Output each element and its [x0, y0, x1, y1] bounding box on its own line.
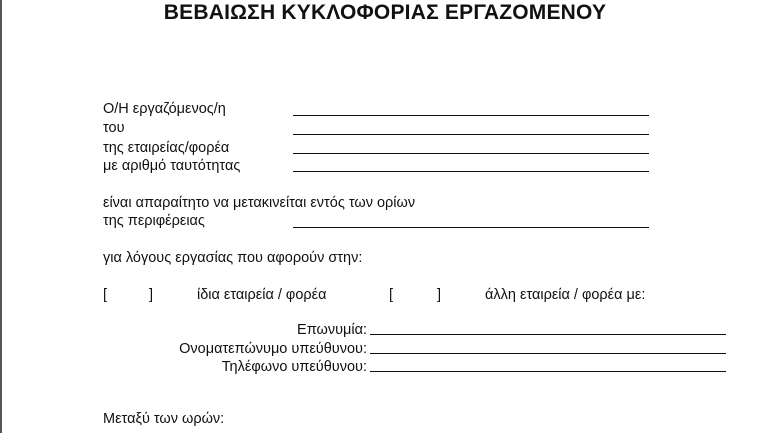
responsible-name-label: Ονοματεπώνυμο υπεύθυνου:: [179, 341, 367, 357]
responsible-name-line[interactable]: [370, 353, 726, 354]
hours-label: Μεταξύ των ωρών:: [103, 411, 225, 427]
same-company-checkbox-open[interactable]: [: [103, 287, 108, 303]
id-number-line[interactable]: [293, 171, 649, 172]
page-left-border: [0, 0, 2, 433]
company-name-label: Επωνυμία:: [297, 322, 367, 338]
company-label: της εταιρείας/φορέα: [103, 140, 230, 156]
id-number-label: με αριθμό ταυτότητας: [103, 158, 241, 174]
company-name-line[interactable]: [370, 334, 726, 335]
reason-text: για λόγους εργασίας που αφορούν στην:: [103, 250, 363, 266]
other-company-option-label: άλλη εταιρεία / φορέα με:: [485, 287, 646, 303]
region-label: της περιφέρειας: [103, 213, 205, 229]
movement-text: είναι απαραίτητο να μετακινείται εντός των ορίων: [103, 195, 416, 211]
other-company-checkbox-open[interactable]: [: [389, 287, 394, 303]
same-company-checkbox-close[interactable]: ]: [149, 287, 154, 303]
of-label: του: [103, 120, 125, 136]
other-company-checkbox-close[interactable]: ]: [437, 287, 442, 303]
responsible-phone-label: Τηλέφωνο υπεύθυνου:: [221, 359, 367, 375]
employee-label: Ο/Η εργαζόμενος/η: [103, 101, 226, 117]
employee-name-line[interactable]: [293, 115, 649, 116]
same-company-option-label: ίδια εταιρεία / φορέα: [197, 287, 327, 303]
company-line[interactable]: [293, 153, 649, 154]
document-title: ΒΕΒΑΙΩΣΗ ΚΥΚΛΟΦΟΡΙΑΣ ΕΡΓΑΖΟΜΕΝΟΥ: [163, 1, 607, 24]
father-name-line[interactable]: [293, 134, 649, 135]
responsible-phone-line[interactable]: [370, 371, 726, 372]
region-line[interactable]: [293, 227, 649, 228]
